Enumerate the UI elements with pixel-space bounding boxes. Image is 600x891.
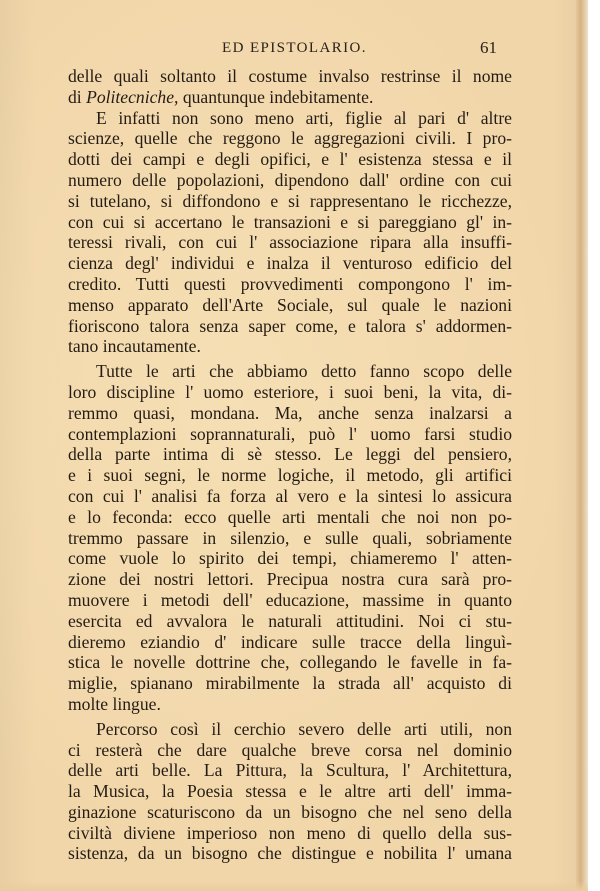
text-line: come vuole lo spirito dei tempi, chiameremo l' atten- <box>68 548 512 569</box>
text-line: civiltà diviene imperioso non meno di quello della sus- <box>68 822 512 843</box>
text-line: remmo quasi, mondana. Ma, anche senza inalzarsi a <box>68 402 512 423</box>
paragraph <box>68 361 512 715</box>
text-line: miglie, spianano mirabilmente la strada all' acquisto di <box>68 673 512 694</box>
page-number: 61 <box>480 38 497 57</box>
page-header <box>0 40 588 62</box>
text-line: Tutte le arti che abbiamo detto fanno scopo delle <box>96 361 512 382</box>
text-line: scienze, quelle che reggono le aggregazioni civili. I pro- <box>68 128 512 149</box>
text-line: menso apparato dell'Arte Sociale, sul quale le nazioni <box>68 294 512 315</box>
text-line: loro discipline l' uomo esteriore, i suoi beni, la vita, di- <box>68 381 512 402</box>
text-line: delle arti belle. La Pittura, la Scultura, l' Architettura, <box>68 760 512 781</box>
text-line: ci resterà che dare qualche breve corsa nel dominio <box>68 739 512 760</box>
text-line: si tutelano, si diffondono e si rappresentano le ricchezze, <box>68 190 512 211</box>
text-line: della parte intima di sè stesso. Le leggi del pensiero, <box>68 444 512 465</box>
text-line: numero delle popolazioni, dipendono dall' ordine con cui <box>68 169 512 190</box>
text-line: e lo feconda: ecco quelle arti mentali che noi non po- <box>68 506 512 527</box>
text-line: con cui si accertano le transazioni e si pareggiano gl' in- <box>68 211 512 232</box>
text-line: credito. Tutti questi provvedimenti compongono l' im- <box>68 273 512 294</box>
text-line: esercita ed avvalora le naturali attitudini. Noi ci stu- <box>68 610 512 631</box>
text-line: teressi rivali, con cui l' associazione ripara alla insuffi- <box>68 232 512 253</box>
text-line: tano incautamente. <box>68 336 201 357</box>
paragraph <box>68 719 512 865</box>
text-line: tremmo passare in silenzio, e sulle quali, sobriamente <box>68 527 512 548</box>
text-line: contemplazioni soprannaturali, può l' uomo farsi studio <box>68 423 512 444</box>
text-line: delle quali soltanto il costume invalso restrinse il nome <box>68 66 512 86</box>
text-line: E infatti non sono meno arti, figlie al pari d' altre <box>96 107 512 128</box>
text-line: ginazione scaturiscono da un bisogno che nel seno della <box>68 801 512 822</box>
body-text <box>68 66 512 864</box>
text-line: molte lingue. <box>68 693 161 714</box>
paragraph <box>68 66 512 108</box>
text-line: cienza degl' individui e inalza il venturoso edificio del <box>68 253 512 274</box>
running-title: ED EPISTOLARIO. <box>222 40 367 56</box>
text-line: con cui l' analisi fa forza al vero e la sintesi lo assicura <box>68 485 512 506</box>
text-line <box>68 87 512 108</box>
text-fragment: di <box>68 86 87 107</box>
paragraph <box>68 108 512 358</box>
text-line: dieremo eziandio d' indicare sulle tracce della linguì- <box>68 631 512 652</box>
text-line: zione dei nostri lettori. Precipua nostra cura sarà pro- <box>68 569 512 590</box>
text-line: sistenza, da un bisogno che distingue e nobilita l' umana <box>68 843 512 864</box>
text-line: muovere i metodi dell' educazione, massime in quanto <box>68 589 512 610</box>
text-line: Percorso così il cerchio severo delle arti utili, non <box>96 718 512 739</box>
text-line: stica le novelle dottrine che, collegando le favelle in fa- <box>68 652 512 673</box>
text-line: fioriscono talora senza saper come, e talora s' addormen- <box>68 315 512 336</box>
page-edge <box>576 0 588 891</box>
page-bottom-edge <box>0 881 588 891</box>
text-fragment: quantunque indebitamente. <box>178 86 374 107</box>
text-line: dotti dei campi e degli opifici, e l' esistenza stessa e il <box>68 149 512 170</box>
text-line: e i suoi segni, le norme logiche, il metodo, gli artifici <box>68 465 512 486</box>
text-line: la Musica, la Poesia stessa e le altre arti dell' imma- <box>68 781 512 802</box>
italic-term: Politecniche, <box>86 86 179 107</box>
